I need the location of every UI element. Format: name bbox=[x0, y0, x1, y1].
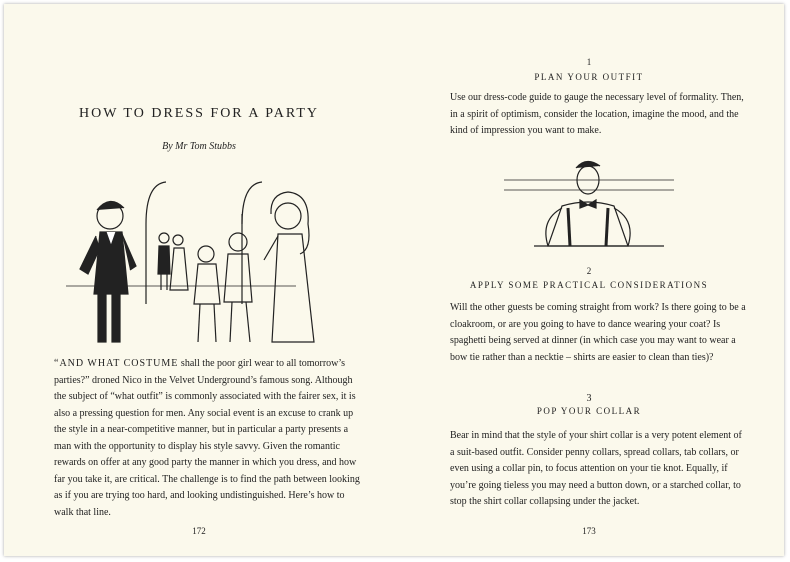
page-number-left: 172 bbox=[192, 526, 206, 536]
section-number: 3 bbox=[586, 393, 592, 404]
section-number: 2 bbox=[586, 266, 592, 276]
section-text: Bear in mind that the style of your shirt collar is a very potent element of a suit-based outfit. Consider penny collars, spread collars, tab collars, or even using a collar pin, to focus attention on your tie knot. Equally, if you’re going tieless you may need a button down, or a starched collar, to stop the shirt collar collapsing under the jacket. bbox=[450, 430, 742, 507]
section-number: 1 bbox=[586, 57, 592, 67]
intro-body: shall the poor girl wear to all tomorrow’s parties?” droned Nico in the Velvet Underground’s famous song. Although the subject of “what outfit” is commonly associated with the fairer sex, it is also a pressing question for men. Any social event is an excuse to crank up the style in a near-competitive manner, but in particular a party presents a man with the opportunity to display his style savvy. Given the romantic rewards on offer at any good party the manner in which you dress, and how far you take it, are critical. The challenge is to find the path between looking as if you are trying too hard, and looking undistinguished. Here’s how to walk that line. bbox=[54, 358, 360, 518]
party-scene-illustration bbox=[66, 174, 326, 344]
man-in-bow-tie-illustration bbox=[504, 150, 684, 250]
right-page bbox=[394, 4, 784, 556]
byline: By Mr Tom Stubbs bbox=[162, 141, 236, 152]
section-heading: APPLY SOME PRACTICAL CONSIDERATIONS bbox=[469, 280, 709, 290]
section-text: Use our dress-code guide to gauge the necessary level of formality. Then, in a spirit of optimism, consider the location, imagine the mood, and the kind of impression you want to make. bbox=[450, 92, 744, 136]
intro-lead: “AND WHAT COSTUME bbox=[54, 358, 179, 369]
book-spread bbox=[4, 4, 784, 556]
page-number-right: 173 bbox=[582, 526, 596, 536]
section-text: Will the other guests be coming straight from work? Is there going to be a cloakroom, or are you going to have to dance wearing your coat? Is spaghetti being served at dinner (in which case you may want to wear a bow tie rather than a necktie – shirts are easier to clean than ties)? bbox=[450, 302, 746, 363]
section-heading: POP YOUR COLLAR bbox=[536, 406, 642, 416]
page-title: HOW TO DRESS FOR A PARTY bbox=[79, 106, 319, 121]
left-page bbox=[4, 4, 394, 556]
intro-paragraph bbox=[54, 356, 360, 521]
section-heading: PLAN YOUR OUTFIT bbox=[534, 72, 644, 82]
